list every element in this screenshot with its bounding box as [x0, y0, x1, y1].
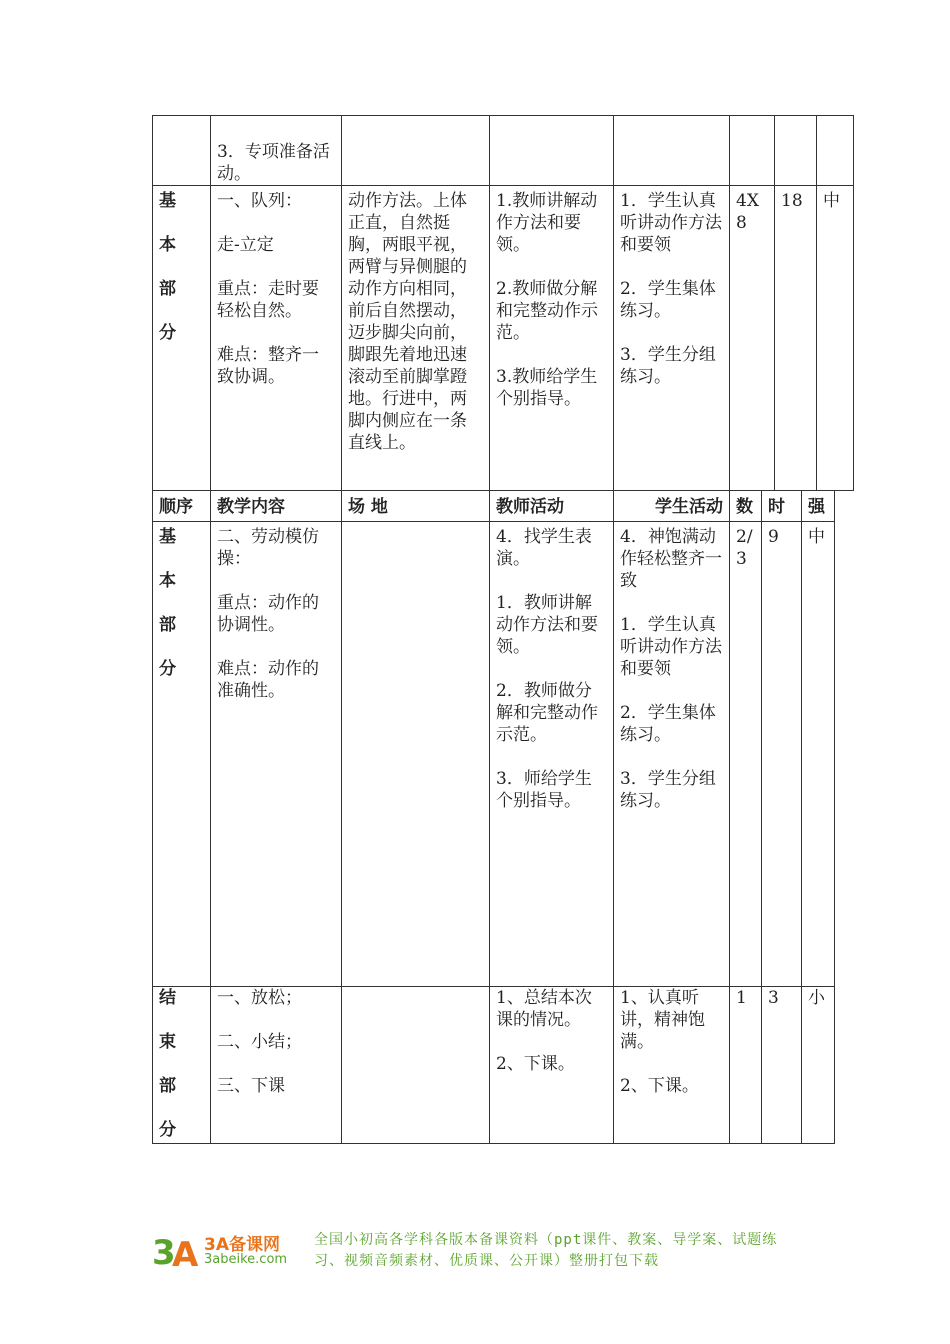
venue-cell — [342, 987, 490, 1144]
teacher-line: 2、下课。 — [496, 1054, 575, 1074]
section-char: 本 — [159, 235, 176, 255]
content-cell — [211, 186, 342, 491]
time-value: 18 — [781, 191, 803, 211]
ending-part-row — [153, 987, 835, 1144]
count-value: 4X8 — [736, 191, 759, 233]
basic-part-row-1 — [153, 186, 854, 491]
footer-tagline: 全国小初高各学科各版本备课资料（ppt课件、教案、导学案、试题练习、视频音频素材、优质课、公开课）整册打包下载 — [314, 1232, 778, 1269]
section-cell — [153, 987, 211, 1144]
count-value: 2/3 — [736, 527, 753, 569]
section-cell — [153, 522, 211, 987]
teacher-line: 4．找学生表演。 — [496, 527, 592, 569]
teacher-cell — [490, 522, 614, 987]
student-line: 2．学生集体练习。 — [620, 703, 716, 745]
count-cell — [730, 522, 762, 987]
student-line: 3．学生分组练习。 — [620, 345, 716, 387]
student-line: 1、认真听讲，精神饱满。 — [620, 988, 705, 1052]
section-char: 分 — [159, 323, 176, 343]
content-line: 难点：动作的准确性。 — [217, 659, 319, 701]
section-char: 部 — [159, 1076, 176, 1096]
count-cell — [730, 186, 775, 491]
section-char: 本 — [159, 571, 176, 591]
intensity-cell — [802, 522, 835, 987]
teacher-line: 3．师给学生个别指导。 — [496, 769, 592, 811]
logo-name: 3A备课网 — [204, 1235, 280, 1255]
content-cell — [211, 522, 342, 987]
student-line: 1．学生认真听讲动作方法和要领 — [620, 615, 722, 679]
header-count: 数 — [730, 491, 762, 522]
teacher-line: 2．教师做分解和完整动作示范。 — [496, 681, 598, 745]
header-content: 教学内容 — [211, 491, 342, 522]
teacher-line: 1．教师讲解动作方法和要领。 — [496, 593, 598, 657]
prep-content-text: 3．专项准备活动。 — [217, 142, 330, 184]
content-line: 重点：走时要轻松自然。 — [217, 279, 319, 321]
content-line: 二、劳动模仿操： — [217, 527, 319, 569]
content-line: 一、队列： — [217, 191, 302, 211]
content-line: 重点：动作的协调性。 — [217, 593, 319, 635]
teacher-line: 2.教师做分解和完整动作示范。 — [496, 279, 598, 343]
student-cell — [614, 522, 730, 987]
section-char: 部 — [159, 615, 176, 635]
student-cell — [614, 186, 730, 491]
logo-url[interactable]: 3abeike.com — [204, 1252, 288, 1267]
prep-row — [153, 116, 854, 186]
teacher-line: 1、总结本次课的情况。 — [496, 988, 592, 1030]
section-char: 基 — [159, 191, 176, 211]
header-student: 学生活动 — [614, 491, 730, 522]
3a-logo-icon — [152, 1230, 200, 1270]
content-line: 二、小结； — [217, 1032, 302, 1052]
header-teacher: 教师活动 — [490, 491, 614, 522]
content-line: 难点：整齐一致协调。 — [217, 345, 319, 387]
content-cell — [211, 987, 342, 1144]
time-value: 9 — [768, 527, 779, 547]
count-value: 1 — [736, 988, 747, 1008]
student-line: 1．学生认真听讲动作方法和要领 — [620, 191, 722, 255]
teacher-cell — [490, 186, 614, 491]
content-line: 走-立定 — [217, 235, 274, 255]
lesson-table-top — [152, 115, 854, 491]
section-char: 部 — [159, 279, 176, 299]
intensity-value: 小 — [808, 988, 825, 1008]
intensity-cell — [817, 186, 854, 491]
time-cell — [775, 186, 817, 491]
student-line: 3．学生分组练习。 — [620, 769, 716, 811]
count-cell — [730, 987, 762, 1144]
content-line: 一、放松； — [217, 988, 302, 1008]
prep-section-cell — [153, 116, 211, 186]
venue-cell — [342, 186, 490, 491]
section-char: 基 — [159, 527, 176, 547]
intensity-value: 中 — [808, 527, 825, 547]
time-cell — [762, 522, 802, 987]
student-line: 4．神饱满动作轻松整齐一致 — [620, 527, 722, 591]
venue-cell — [342, 522, 490, 987]
time-cell — [762, 987, 802, 1144]
content-line: 三、下课 — [217, 1076, 285, 1096]
section-char: 分 — [159, 659, 176, 679]
student-line: 2．学生集体练习。 — [620, 279, 716, 321]
header-row — [153, 491, 835, 522]
student-cell — [614, 987, 730, 1144]
teacher-line: 1.教师讲解动作方法和要领。 — [496, 191, 598, 255]
section-cell — [153, 186, 211, 491]
teacher-line: 3.教师给学生个别指导。 — [496, 367, 598, 409]
site-footer — [152, 1228, 792, 1274]
venue-text: 动作方法。上体正直，自然挺胸，两眼平视，两臂与异侧腿的动作方向相同，前后自然摆动，迈步脚尖向前，脚跟先着地迅速滚动至前脚掌蹬地。行进中，两脚内侧应在一条直线上。 — [348, 191, 467, 453]
lesson-table-bottom — [152, 490, 835, 1144]
basic-part-row-2 — [153, 522, 835, 987]
intensity-value: 中 — [823, 191, 840, 211]
svg-text:A: A — [172, 1235, 199, 1270]
prep-content-cell — [211, 116, 342, 186]
section-char: 束 — [159, 1032, 176, 1052]
intensity-cell — [802, 987, 835, 1144]
time-value: 3 — [768, 988, 779, 1008]
header-venue: 场 地 — [342, 491, 490, 522]
svg-text:3: 3 — [152, 1233, 176, 1270]
teacher-cell — [490, 987, 614, 1144]
header-intensity: 强 — [802, 491, 835, 522]
header-order: 顺序 — [153, 491, 211, 522]
section-char: 结 — [159, 988, 176, 1008]
student-line: 2、下课。 — [620, 1076, 699, 1096]
section-char: 分 — [159, 1120, 176, 1140]
header-time: 时 — [762, 491, 802, 522]
